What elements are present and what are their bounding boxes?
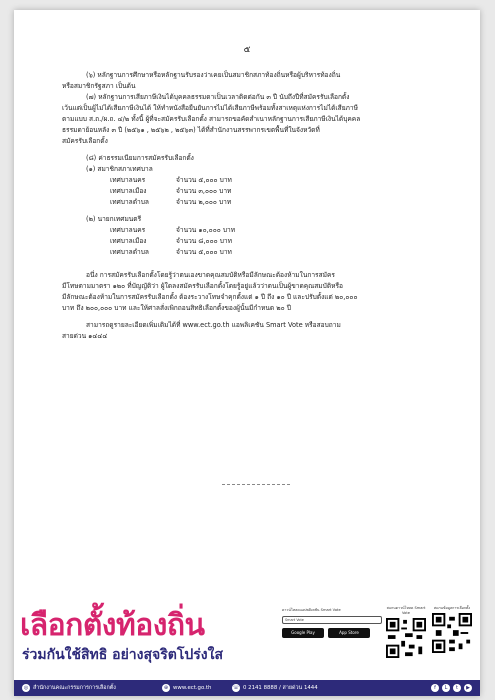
fee-row — [62, 175, 442, 186]
app-store-badge[interactable]: App Store — [328, 628, 370, 638]
twitter-icon[interactable]: t — [453, 684, 461, 692]
item-7-line4: ธรรมดาย้อนหลัง ๓ ปี (๒๕๖๑ , ๒๕๖๒ , ๒๕๖๓) ได้ที่สำนักงานสรรพากรเขตพื้นที่ในจังหวัดที่ — [62, 126, 320, 134]
phone-icon: ☏ — [232, 685, 240, 691]
fee-amount: จำนวน ๑๐,๐๐๐ บาท — [176, 226, 236, 234]
globe-icon: ⊕ — [163, 685, 169, 691]
qr1-caption: สแกนดาวน์โหลด Smart Vote — [386, 606, 426, 615]
google-play-badge[interactable]: Google Play — [282, 628, 324, 638]
fee-row — [62, 186, 442, 197]
qr-election-info — [432, 606, 472, 653]
fee-amount: จำนวน ๒,๐๐๐ บาท — [176, 198, 232, 206]
ect-logo-icon: ◎ — [23, 685, 29, 691]
item-7-line5: สมัครรับเลือกตั้ง — [62, 137, 108, 145]
phone-item — [232, 680, 318, 696]
youtube-icon[interactable]: ▶ — [464, 684, 472, 692]
penalty-line3: มีลักษณะต้องห้ามในการสมัครรับเลือกตั้ง ต้องระวางโทษจำคุกตั้งแต่ ๑ ปี ถึง ๑๐ ปี และปรับตั้งแต่ ๒๐,๐๐๐ — [62, 293, 358, 301]
document-body — [62, 70, 442, 342]
end-divider — [222, 484, 290, 485]
fee-row — [62, 225, 442, 236]
qr-code-icon[interactable] — [386, 618, 426, 658]
store-badges — [282, 628, 382, 638]
item-6-cont: หรือสมาชิกรัฐสภา เป็นต้น — [62, 82, 136, 90]
qr2-caption: สแกนข้อมูลการเลือกตั้ง — [433, 606, 471, 610]
item-6: (๖) หลักฐานการศึกษาหรือหลักฐานรับรองว่าเคยเป็นสมาชิกสภาท้องถิ่นหรือผู้บริหารท้องถิ่น — [86, 71, 341, 79]
line-icon[interactable]: L — [442, 684, 450, 692]
contact-bar — [14, 680, 480, 696]
social-icons — [431, 684, 472, 692]
search-text: Smart Vote — [285, 618, 304, 622]
qr-code-icon[interactable] — [432, 613, 472, 653]
app-download-box — [282, 608, 382, 668]
item-7-line3: ตามแบบ ส.ถ./ผ.ถ. ๔/๒ ทั้งนี้ ผู้ที่จะสมัครรับเลือกตั้ง สามารถขอคัดสำเนาหลักฐานการเสียภาษีเงินได้บุคคล — [62, 115, 361, 123]
contact-line2: สายด่วน ๑๔๔๔ — [62, 332, 108, 340]
fee-row — [62, 197, 442, 208]
item-7-line2: เว้นแต่เป็นผู้ไม่ได้เสียภาษีเงินได้ ให้ทำหนังสือยืนยันการไม่ได้เสียภาษีพร้อมทั้งสาเหตุแห่งการไม่ได้เสียภาษี — [62, 104, 358, 112]
item-8: (๘) ค่าธรรมเนียมการสมัครรับเลือกตั้ง — [86, 154, 194, 162]
qr-smart-vote — [386, 606, 426, 658]
penalty-line1: อนึ่ง การสมัครรับเลือกตั้งโดยรู้ว่าตนเองขาดคุณสมบัติหรือมีลักษณะต้องห้ามในการสมัคร — [86, 271, 335, 279]
banner-subline: ร่วมกันใช้สิทธิ อย่างสุจริตโปร่งใส — [22, 647, 223, 663]
page-number: ๕ — [243, 45, 251, 55]
banner-headline: เลือกตั้งท้องถิ่น — [20, 608, 205, 643]
council-fee-heading: (๑) สมาชิกสภาเทศบาล — [86, 165, 153, 173]
document-page — [14, 10, 480, 696]
fee-amount: จำนวน ๓,๐๐๐ บาท — [176, 187, 232, 195]
phone-number: 0 2141 8888 / สายด่วน 1444 — [243, 685, 318, 691]
fee-row — [62, 247, 442, 258]
fee-row — [62, 236, 442, 247]
fee-amount: จำนวน ๘,๐๐๐ บาท — [176, 237, 232, 245]
fee-amount: จำนวน ๕,๐๐๐ บาท — [176, 248, 232, 256]
penalty-line4: บาท ถึง ๒๐๐,๐๐๐ บาท และให้ศาลสั่งเพิกถอนสิทธิเลือกตั้งของผู้นั้นมีกำหนด ๒๐ ปี — [62, 304, 291, 312]
website-item[interactable] — [162, 680, 211, 696]
fee-label: เทศบาลตำบล — [110, 248, 149, 256]
app-caption: ดาวน์โหลดแอปพลิเคชัน Smart Vote — [282, 608, 341, 612]
org-item — [22, 680, 116, 696]
fee-label: เทศบาลเมือง — [110, 237, 147, 245]
fee-label: เทศบาลเมือง — [110, 187, 147, 195]
fee-label: เทศบาลนคร — [110, 226, 146, 234]
fee-label: เทศบาลตำบล — [110, 198, 149, 206]
facebook-icon[interactable]: f — [431, 684, 439, 692]
website-link[interactable]: www.ect.go.th — [173, 685, 212, 691]
fee-amount: จำนวน ๕,๐๐๐ บาท — [176, 176, 232, 184]
campaign-banner — [14, 600, 480, 696]
app-search-bar — [282, 616, 382, 624]
mayor-fee-heading: (๒) นายกเทศมนตรี — [86, 215, 142, 223]
fee-label: เทศบาลนคร — [110, 176, 146, 184]
contact-line1: สามารถดูรายละเอียดเพิ่มเติมได้ที่ www.ect.go.th แอพลิเคชัน Smart Vote หรือสอบถาม — [86, 321, 341, 329]
item-7: (๗) หลักฐานการเสียภาษีเงินได้บุคคลธรรมดาเป็นเวลาติดต่อกัน ๓ ปี นับถึงปีที่สมัครรับเลือกตั้ง — [86, 93, 350, 101]
penalty-line2: มีโทษตามมาตรา ๑๒๐ ที่บัญญัติว่า ผู้ใดลงสมัครรับเลือกตั้งโดยรู้อยู่แล้วว่าตนเป็นผู้ขาดคุณสมบัติหรือ — [62, 282, 343, 290]
org-name: สำนักงานคณะกรรมการการเลือกตั้ง — [33, 685, 116, 691]
